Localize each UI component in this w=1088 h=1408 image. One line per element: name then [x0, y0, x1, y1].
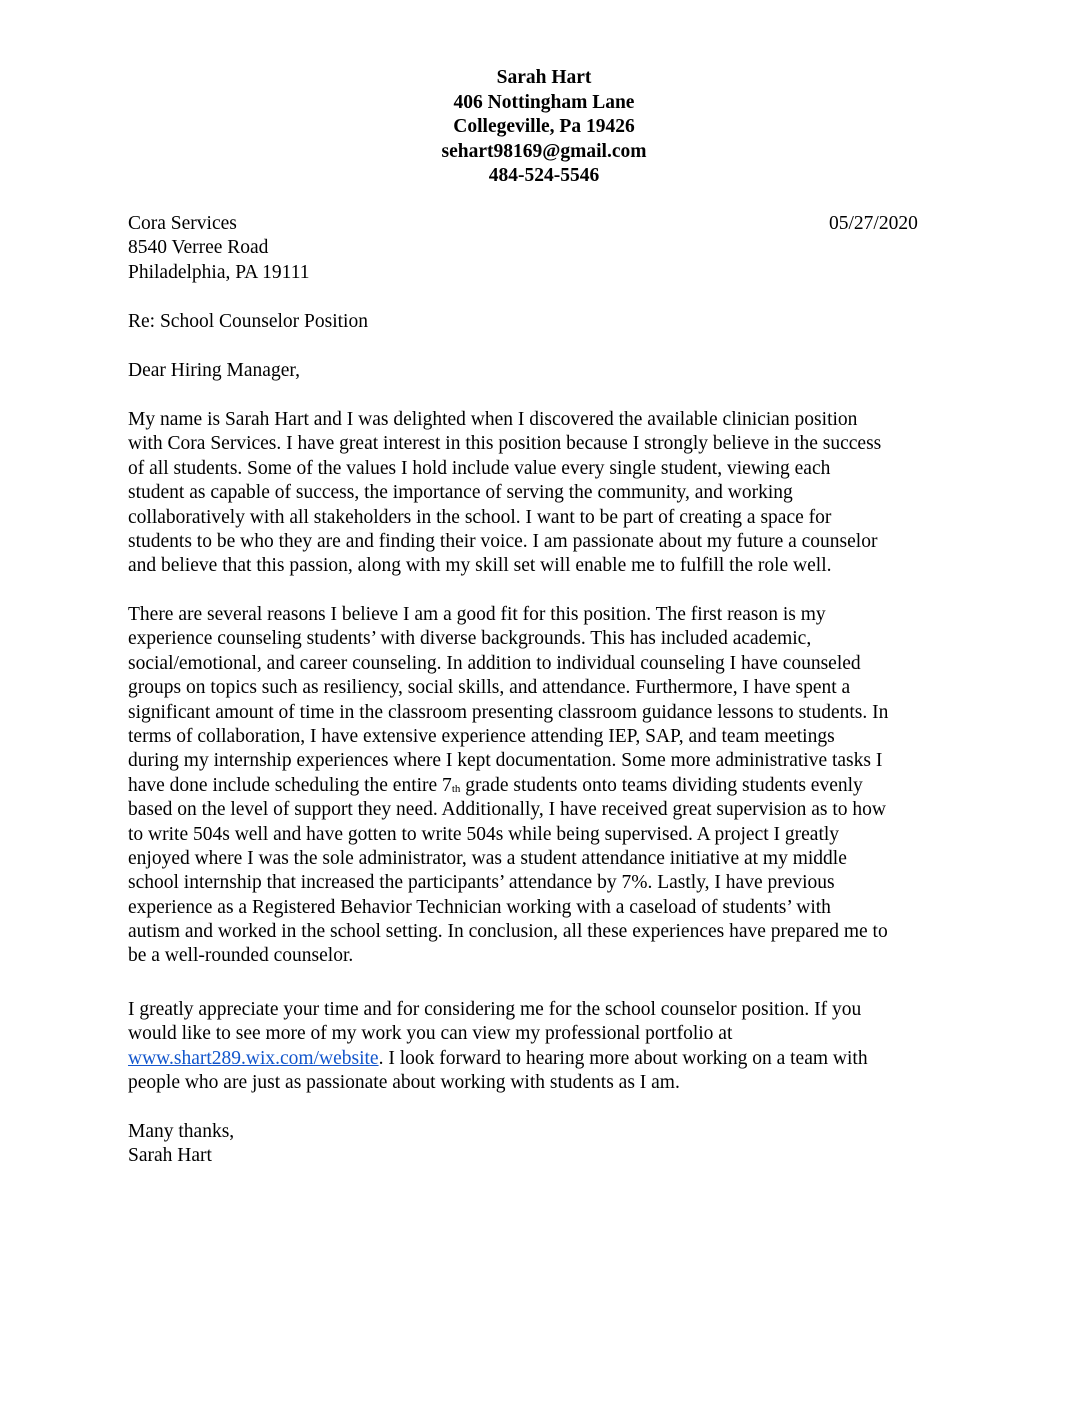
recipient-city: Philadelphia, PA 19111: [128, 261, 310, 283]
paragraph-line: student as capable of success, the importance of serving the community, and working: [128, 482, 793, 504]
paragraph-line: collaboratively with all stakeholders in the school. I want to be part of creating a space for: [128, 506, 832, 528]
sender-street: 406 Nottingham Lane: [453, 91, 635, 113]
paragraph-line: There are several reasons I believe I am a good fit for this position. The first reason is my: [128, 604, 826, 625]
sender-email: sehart98169@gmail.com: [441, 140, 647, 162]
recipient-address: [128, 212, 309, 285]
recipient-company: Cora Services: [128, 213, 237, 234]
paragraph-line: groups on topics such as resiliency, social skills, and attendance. Furthermore, I have spent a: [128, 677, 851, 699]
paragraph-line: would like to see more of my work you can view my professional portfolio at: [128, 1023, 733, 1045]
paragraph-line: be a well-rounded counselor.: [128, 945, 354, 967]
paragraph-line: to write 504s well and have gotten to write 504s while being supervised. A project I greatly: [128, 823, 840, 845]
paragraph-qualifications: [128, 603, 888, 969]
salutation: Dear Hiring Manager,: [128, 360, 300, 381]
portfolio-link[interactable]: www.shart289.wix.com/website: [128, 1047, 379, 1069]
paragraph-line: terms of collaboration, I have extensive experience attending IEP, SAP, and team meetings: [128, 725, 835, 747]
sender-header: [0, 66, 1088, 189]
closing-phrase: Many thanks,: [128, 1121, 235, 1142]
paragraph-line: social/emotional, and career counseling. In addition to individual counseling I have counseled: [128, 652, 861, 674]
paragraph-line: during my internship experiences where I kept documentation. Some more administrative tasks I: [128, 750, 883, 772]
paragraph-line: people who are just as passionate about working with students as I am.: [128, 1072, 680, 1094]
text-run: . I look forward to hearing more about working on a team with: [378, 1047, 868, 1069]
subject-line: Re: School Counselor Position: [128, 311, 368, 332]
paragraph-line: [128, 774, 888, 798]
recipient-street: 8540 Verree Road: [128, 237, 269, 259]
sender-city: Collegeville, Pa 19426: [453, 116, 635, 138]
paragraph-line: experience as a Registered Behavior Technician working with a caseload of students’ with: [128, 896, 831, 918]
paragraph-line: enjoyed where I was the sole administrator, was a student attendance initiative at my middle: [128, 847, 847, 869]
paragraph-line: My name is Sarah Hart and I was delighted when I discovered the available clinician position: [128, 409, 858, 430]
paragraph-line: and believe that this passion, along with my skill set will enable me to fulfill the role well.: [128, 555, 832, 577]
letter-date: 05/27/2020: [829, 213, 918, 234]
paragraph-line: of all students. Some of the values I hold include value every single student, viewing each: [128, 457, 831, 479]
text-run: have done include scheduling the entire 7: [128, 774, 452, 796]
paragraph-closing: [128, 998, 868, 1096]
ordinal-suffix: th: [451, 782, 461, 795]
paragraph-line: with Cora Services. I have great interest in this position because I strongly believe in the success: [128, 433, 882, 455]
paragraph-line: [128, 1047, 868, 1071]
paragraph-line: autism and worked in the school setting. In conclusion, all these experiences have prepared me to: [128, 921, 888, 943]
paragraph-line: experience counseling students’ with diverse backgrounds. This has included academic,: [128, 628, 812, 650]
paragraph-line: significant amount of time in the classroom presenting classroom guidance lessons to students. In: [128, 701, 889, 723]
paragraph-line: based on the level of support they need. Additionally, I have received great supervision as to how: [128, 799, 886, 821]
paragraph-intro: [128, 408, 881, 579]
text-run: grade students onto teams dividing students evenly: [460, 774, 863, 796]
sign-off: [128, 1120, 234, 1169]
sender-name: Sarah Hart: [496, 67, 592, 88]
paragraph-line: school internship that increased the participants’ attendance by 7%. Lastly, I have previous: [128, 872, 835, 894]
paragraph-line: I greatly appreciate your time and for considering me for the school counselor position. If you: [128, 999, 862, 1020]
sender-phone: 484-524-5546: [488, 165, 600, 187]
signature-name: Sarah Hart: [128, 1145, 212, 1167]
paragraph-line: students to be who they are and finding their voice. I am passionate about my future a counselor: [128, 530, 878, 552]
